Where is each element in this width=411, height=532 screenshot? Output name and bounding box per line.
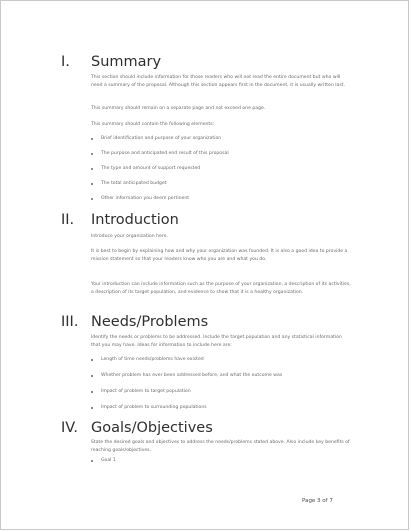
paragraph: Introduce your organization here. (91, 234, 168, 239)
bullet-list (91, 356, 351, 420)
section-number: I. (61, 54, 70, 70)
paragraph: It is best to begin by explaining how and why your organization was founded. It is also a good idea to provide a mission statement so that your readers know who you are and what you do. (91, 249, 348, 262)
paragraph: Your introduction can include information such as the purpose of your organization, a description of its activities, a description of its target population, and evidence to show that it is a healthy organization. (91, 282, 351, 295)
section-title: Introduction (91, 212, 179, 228)
paragraph: Identify the needs or problems to be addressed. Include the target population and any statistical information that you may have. Ideas for information to include here are: (91, 335, 342, 348)
list-item: Other information you deem pertinent (91, 195, 351, 210)
section-heading (61, 211, 179, 229)
list-item: The type and amount of support requested (91, 165, 351, 180)
section-title: Goals/Objectives (91, 420, 213, 436)
section-number: II. (61, 212, 75, 228)
bullet-list (91, 135, 351, 210)
list-item: Whether problem has ever been addressed before, and what the outcome was (91, 372, 351, 388)
list-item: Impact of problem to surrounding populations (91, 404, 351, 420)
list-item: Length of time needs/problems have existed (91, 356, 351, 372)
section-title: Needs/Problems (91, 314, 209, 330)
paragraph: This summary should contain the following elements: (91, 122, 215, 127)
list-item: Brief identification and purpose of your organization (91, 135, 351, 150)
list-item: Goal 1 (91, 457, 351, 472)
list-item: Impact of problem to target population (91, 388, 351, 404)
section-number: III. (61, 314, 79, 330)
bullet-list (91, 457, 351, 472)
section-heading (61, 419, 213, 437)
paragraph: State the desired goals and objectives to address the needs/problems stated above. Also include key benefits of reaching goals/objectives. (91, 440, 350, 453)
section-title: Summary (91, 54, 162, 70)
section-heading (61, 53, 161, 71)
list-item: The total anticipated budget (91, 180, 351, 195)
paragraph: This summary should remain on a separate page and not exceed one page. (91, 106, 266, 111)
section-number: IV. (61, 420, 78, 436)
page-number: Page 3 of 7 (302, 498, 333, 504)
section-heading (61, 313, 208, 331)
list-item: The purpose and anticipated end result of this proposal (91, 150, 351, 165)
paragraph: This section should include information for those readers who will not read the entire document but who will need a summary of the proposal. Although this section appears first in the document, it is usually written last. (91, 75, 345, 88)
